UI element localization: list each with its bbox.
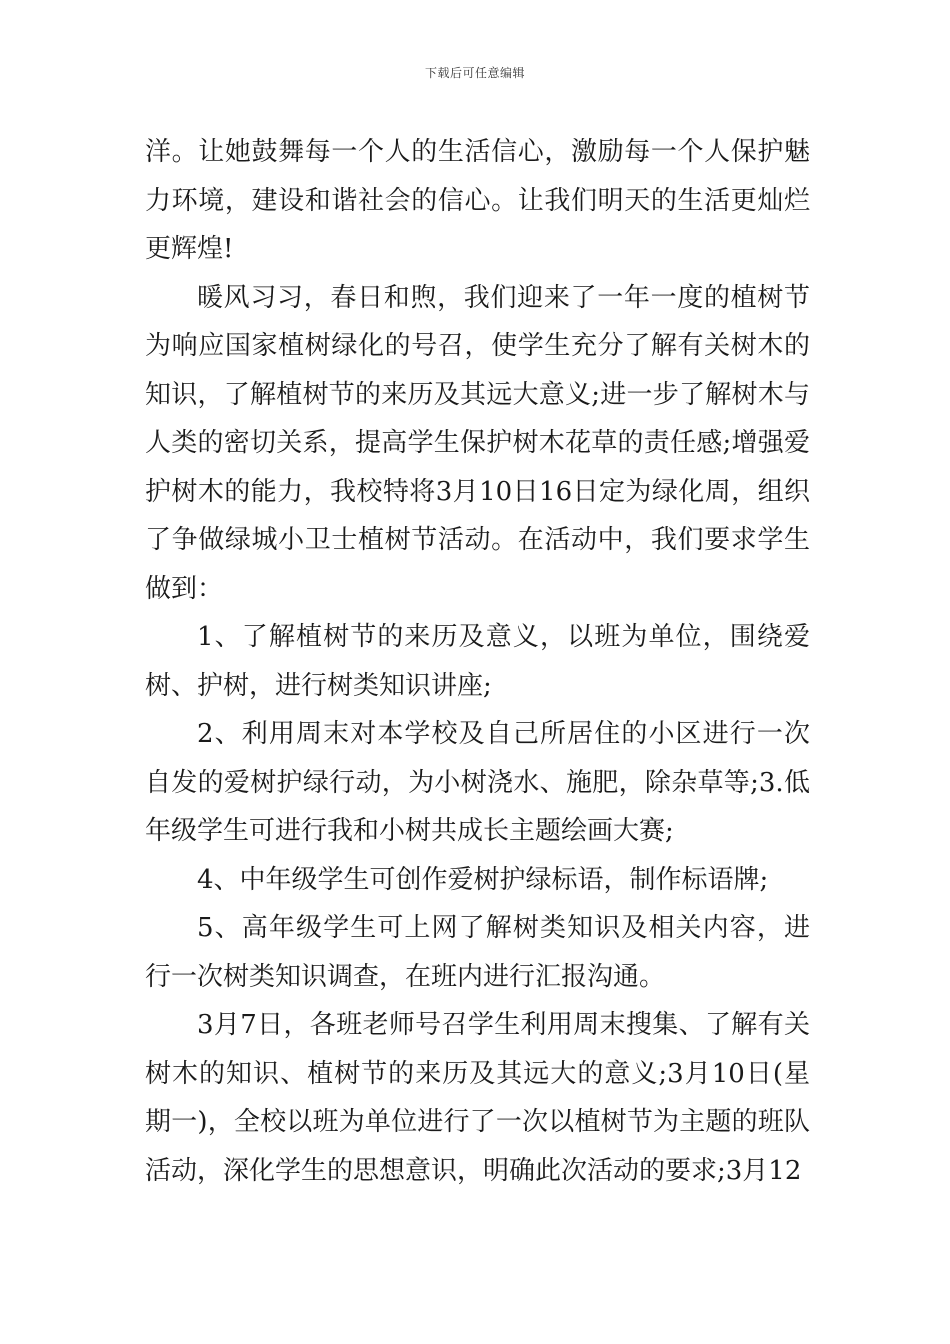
paragraph-intro: 暖风习习，春日和煦，我们迎来了一年一度的植树节为响应国家植树绿化的号召，使学生充分了解有关树木的知识，了解植树节的来历及其远大意义;进一步了解树木与人类的密切关系，提高学生保护树木花草的责任感;增强爱护树木的能力，我校特将3月10日16日定为绿化周，组织了争做绿城小卫士植树节活动。在活动中，我们要求学生做到： (145, 282, 810, 604)
page-header-note: 下载后可任意编辑 (424, 66, 525, 80)
list-item-1: 1、了解植树节的来历及意义，以班为单位，围绕爱树、护树，进行树类知识讲座; (145, 622, 810, 701)
list-item-5: 5、高年级学生可上网了解树类知识及相关内容，进行一次树类知识调查，在班内进行汇报沟通。 (145, 913, 810, 992)
document-body (145, 128, 810, 1195)
paragraph-continuation: 洋。让她鼓舞每一个人的生活信心，激励每一个人保护魅力环境，建设和谐社会的信心。让我们明天的生活更灿烂更辉煌! (145, 137, 810, 264)
list-item-4: 4、中年级学生可创作爱树护绿标语，制作标语牌; (197, 864, 769, 895)
paragraph-schedule: 3月7日，各班老师号召学生利用周末搜集、了解有关树木的知识、植树节的来历及其远大的意义;3月10日(星期一)，全校以班为单位进行了一次以植树节为主题的班队活动，深化学生的思想意识，明确此次活动的要求;3月12 (145, 1010, 810, 1186)
list-item-2: 2、利用周末对本学校及自己所居住的小区进行一次自发的爱树护绿行动，为小树浇水、施肥，除杂草等;3.低年级学生可进行我和小树共成长主题绘画大赛; (145, 719, 810, 846)
